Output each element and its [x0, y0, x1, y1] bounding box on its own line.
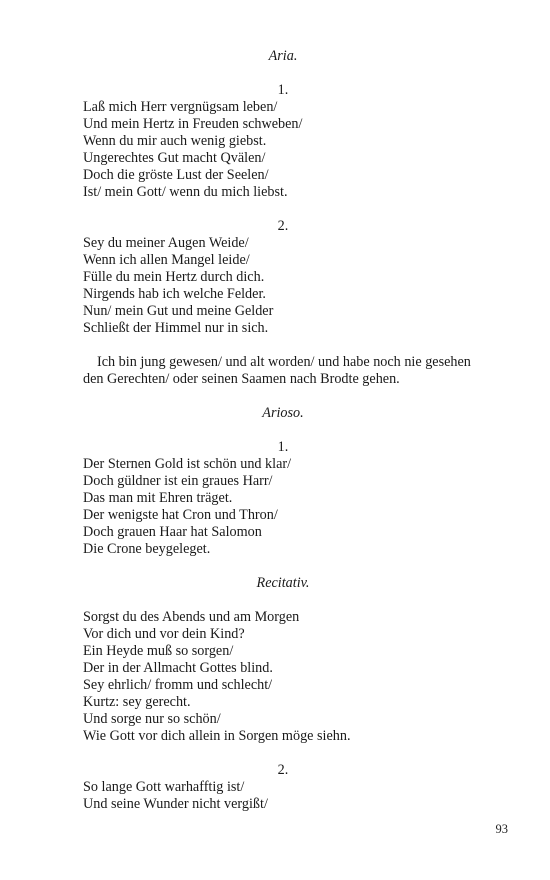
prose-line: Ich bin jung gewesen/ und alt worden/ und habe noch nie gesehen	[97, 354, 471, 370]
prose-paragraph	[83, 354, 483, 388]
aria-heading: Aria.	[268, 48, 298, 64]
verse-line: So lange Gott warhafftig ist/	[83, 779, 245, 795]
recitativ-verse	[83, 609, 483, 745]
arioso-heading: Arioso.	[262, 405, 304, 421]
verse-line: Nirgends hab ich welche Felder.	[83, 286, 266, 302]
verse-line: Ist/ mein Gott/ wenn du mich liebst.	[83, 184, 288, 200]
verse-line: Wie Gott vor dich allein in Sorgen möge siehn.	[83, 728, 351, 744]
verse-line: Der Sternen Gold ist schön und klar/	[83, 456, 292, 472]
verse-line: Und seine Wunder nicht vergißt/	[83, 796, 268, 812]
aria-stanza-1	[83, 99, 483, 201]
verse-line: Doch grauen Haar hat Salomon	[83, 524, 262, 540]
verse-line: Schließt der Himmel nur in sich.	[83, 320, 269, 336]
verse-line: Und sorge nur so schön/	[83, 711, 221, 727]
verse-line: Laß mich Herr vergnügsam leben/	[83, 99, 278, 115]
page-number: 93	[495, 822, 508, 836]
verse-line: Der in der Allmacht Gottes blind.	[83, 660, 273, 676]
aria-stanza-1-number: 1.	[277, 82, 289, 98]
verse-line: Wenn ich allen Mangel leide/	[83, 252, 250, 268]
verse-line: Doch güldner ist ein graues Harr/	[83, 473, 273, 489]
verse-line: Doch die gröste Lust der Seelen/	[83, 167, 269, 183]
verse-line: Wenn du mir auch wenig giebst.	[83, 133, 267, 149]
verse-line: Sey du meiner Augen Weide/	[83, 235, 249, 251]
verse-line: Vor dich und vor dein Kind?	[83, 626, 245, 642]
verse-line: Fülle du mein Hertz durch dich.	[83, 269, 265, 285]
aria-stanza-2-number: 2.	[277, 218, 289, 234]
verse-line: Ein Heyde muß so sorgen/	[83, 643, 234, 659]
verse-line: Ungerechtes Gut macht Qvälen/	[83, 150, 266, 166]
verse-line: Der wenigste hat Cron und Thron/	[83, 507, 278, 523]
verse-line: Sorgst du des Abends und am Morgen	[83, 609, 300, 625]
page-content	[83, 48, 483, 813]
verse-line: Das man mit Ehren träget.	[83, 490, 233, 506]
verse-line: Nun/ mein Gut und meine Gelder	[83, 303, 274, 319]
recitativ-heading: Recitativ.	[256, 575, 310, 591]
arioso-stanza-1-number: 1.	[277, 439, 289, 455]
recitativ-stanza-2-number: 2.	[277, 762, 289, 778]
verse-line: Die Crone beygeleget.	[83, 541, 211, 557]
verse-line: Sey ehrlich/ fromm und schlecht/	[83, 677, 273, 693]
aria-stanza-2	[83, 235, 483, 337]
prose-line: den Gerechten/ oder seinen Saamen nach Brodte gehen.	[83, 371, 400, 387]
arioso-stanza-1	[83, 456, 483, 558]
verse-line: Und mein Hertz in Freuden schweben/	[83, 116, 303, 132]
verse-line: Kurtz: sey gerecht.	[83, 694, 191, 710]
recitativ-stanza-2	[83, 779, 483, 813]
